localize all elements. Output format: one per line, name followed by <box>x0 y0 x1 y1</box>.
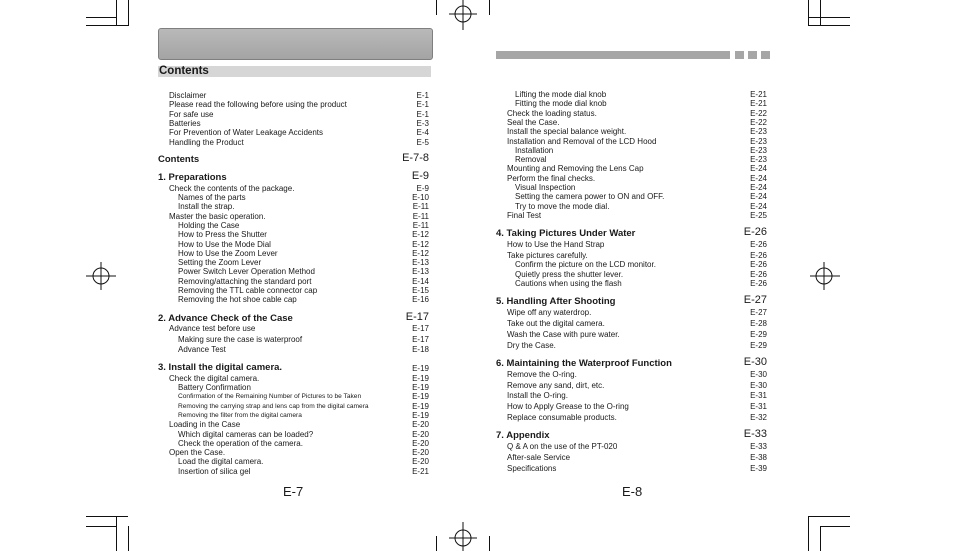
toc-entry[interactable]: Removal E-23 <box>515 155 767 164</box>
toc-section-contents[interactable]: Contents E-7-8 <box>158 152 429 165</box>
toc-entry[interactable]: Wipe off any waterdrop. E-27 <box>507 308 767 317</box>
toc-entry[interactable]: Fitting the mode dial knob E-21 <box>515 99 767 108</box>
toc-section-5[interactable]: 5. Handling After Shooting E-27 <box>496 294 767 307</box>
toc-entry[interactable]: Open the Case. E-20 <box>169 448 429 457</box>
toc-entry[interactable]: Advance test before use E-17 <box>169 324 429 333</box>
toc-entry[interactable]: Seal the Case. E-22 <box>507 118 767 127</box>
toc-section-4[interactable]: 4. Taking Pictures Under Water E-26 <box>496 226 767 239</box>
registration-mark-top-icon <box>447 0 479 30</box>
toc-entry[interactable]: Removing the carrying strap and lens cap from the digital camera E-19 <box>178 402 429 411</box>
toc-entry[interactable]: Remove the O-ring. E-30 <box>507 370 767 379</box>
toc-entry[interactable]: Specifications E-39 <box>507 464 767 473</box>
toc-entry[interactable]: Replace consumable products. E-32 <box>507 413 767 422</box>
toc-entry[interactable]: Setting the Zoom Lever E-13 <box>178 258 429 267</box>
toc-entry[interactable]: Load the digital camera. E-20 <box>178 457 429 466</box>
toc-entry[interactable]: Dry the Case. E-29 <box>507 341 767 350</box>
toc-entry[interactable]: How to Use the Hand Strap E-26 <box>507 240 767 249</box>
toc-entry[interactable]: Check the digital camera. E-19 <box>169 374 429 383</box>
toc-entry[interactable]: Batteries E-3 <box>169 119 429 128</box>
toc-entry[interactable]: Check the contents of the package. E-9 <box>169 184 429 193</box>
toc-entry[interactable]: Lifting the mode dial knob E-21 <box>515 90 767 99</box>
registration-mark-bottom-icon <box>447 522 479 551</box>
toc-entry[interactable]: Confirmation of the Remaining Number of Pictures to be Taken E-19 <box>178 392 429 401</box>
toc-entry[interactable]: Remove any sand, dirt, etc. E-30 <box>507 381 767 390</box>
page-number-left: E-7 <box>283 484 304 499</box>
toc-entry[interactable]: Disclaimer E-1 <box>169 91 429 100</box>
toc-entry[interactable]: Which digital cameras can be loaded? E-20 <box>178 430 429 439</box>
toc-entry[interactable]: Please read the following before using the product E-1 <box>169 100 429 109</box>
toc-entry[interactable]: Holding the Case E-11 <box>178 221 429 230</box>
registration-mark-right-icon <box>808 260 840 292</box>
toc-entry[interactable]: How to Use the Zoom Lever E-12 <box>178 249 429 258</box>
toc-entry[interactable]: Advance Test E-18 <box>178 345 429 354</box>
toc-entry[interactable]: For Prevention of Water Leakage Accidents E-4 <box>169 128 429 137</box>
right-toc-column <box>496 0 767 551</box>
toc-section-7[interactable]: 7. Appendix E-33 <box>496 428 767 441</box>
toc-entry[interactable]: Try to move the mode dial. E-24 <box>515 202 767 211</box>
toc-entry[interactable]: Install the O-ring. E-31 <box>507 391 767 400</box>
page-number-right: E-8 <box>622 484 643 499</box>
toc-entry[interactable]: After-sale Service E-38 <box>507 453 767 462</box>
toc-entry[interactable]: Master the basic operation. E-11 <box>169 212 429 221</box>
toc-entry[interactable]: Take pictures carefully. E-26 <box>507 251 767 260</box>
toc-entry[interactable]: Installation and Removal of the LCD Hood E-23 <box>507 137 767 146</box>
toc-entry[interactable]: Battery Confirmation E-19 <box>178 383 429 392</box>
toc-entry[interactable]: Cautions when using the flash E-26 <box>515 279 767 288</box>
toc-entry[interactable]: Install the strap. E-11 <box>178 202 429 211</box>
registration-mark-left-icon <box>86 260 116 292</box>
toc-entry[interactable]: Take out the digital camera. E-28 <box>507 319 767 328</box>
toc-entry[interactable]: Names of the parts E-10 <box>178 193 429 202</box>
toc-entry[interactable]: Quietly press the shutter lever. E-26 <box>515 270 767 279</box>
toc-entry[interactable]: Confirm the picture on the LCD monitor. E-26 <box>515 260 767 269</box>
toc-entry[interactable]: Visual Inspection E-24 <box>515 183 767 192</box>
toc-entry[interactable]: Removing the TTL cable connector cap E-15 <box>178 286 429 295</box>
toc-entry[interactable]: Wash the Case with pure water. E-29 <box>507 330 767 339</box>
toc-section-6[interactable]: 6. Maintaining the Waterproof Function E-30 <box>496 356 767 369</box>
toc-entry[interactable]: Check the loading status. E-22 <box>507 109 767 118</box>
toc-entry[interactable]: Power Switch Lever Operation Method E-13 <box>178 267 429 276</box>
toc-entry[interactable]: How to Press the Shutter E-12 <box>178 230 429 239</box>
toc-entry[interactable]: Check the operation of the camera. E-20 <box>178 439 429 448</box>
toc-entry[interactable]: Mounting and Removing the Lens Cap E-24 <box>507 164 767 173</box>
left-toc-column <box>158 0 429 551</box>
toc-entry[interactable]: Perform the final checks. E-24 <box>507 174 767 183</box>
toc-entry[interactable]: Install the special balance weight. E-23 <box>507 127 767 136</box>
toc-entry[interactable]: Removing the hot shoe cable cap E-16 <box>178 295 429 304</box>
toc-entry[interactable]: Removing the filter from the digital camera E-19 <box>178 411 429 420</box>
toc-section-2[interactable]: 2. Advance Check of the Case E-17 <box>158 311 429 324</box>
toc-entry[interactable]: How to Use the Mode Dial E-12 <box>178 240 429 249</box>
toc-entry[interactable]: Installation E-23 <box>515 146 767 155</box>
toc-entry[interactable]: Loading in the Case E-20 <box>169 420 429 429</box>
toc-entry[interactable]: Removing/attaching the standard port E-14 <box>178 277 429 286</box>
toc-entry[interactable]: How to Apply Grease to the O-ring E-31 <box>507 402 767 411</box>
toc-section-1[interactable]: 1. Preparations E-9 <box>158 170 429 183</box>
page-title: Contents <box>159 65 209 77</box>
toc-entry[interactable]: For safe use E-1 <box>169 110 429 119</box>
toc-entry[interactable]: Q & A on the use of the PT-020 E-33 <box>507 442 767 451</box>
toc-entry[interactable]: Setting the camera power to ON and OFF. E-24 <box>515 192 767 201</box>
toc-entry[interactable]: Insertion of silica gel E-21 <box>178 467 429 476</box>
toc-entry[interactable]: Final Test E-25 <box>507 211 767 220</box>
toc-entry[interactable]: Making sure the case is waterproof E-17 <box>178 335 429 344</box>
toc-entry[interactable]: Handling the Product E-5 <box>169 138 429 147</box>
toc-section-3[interactable]: 3. Install the digital camera. E-19 <box>158 362 429 373</box>
